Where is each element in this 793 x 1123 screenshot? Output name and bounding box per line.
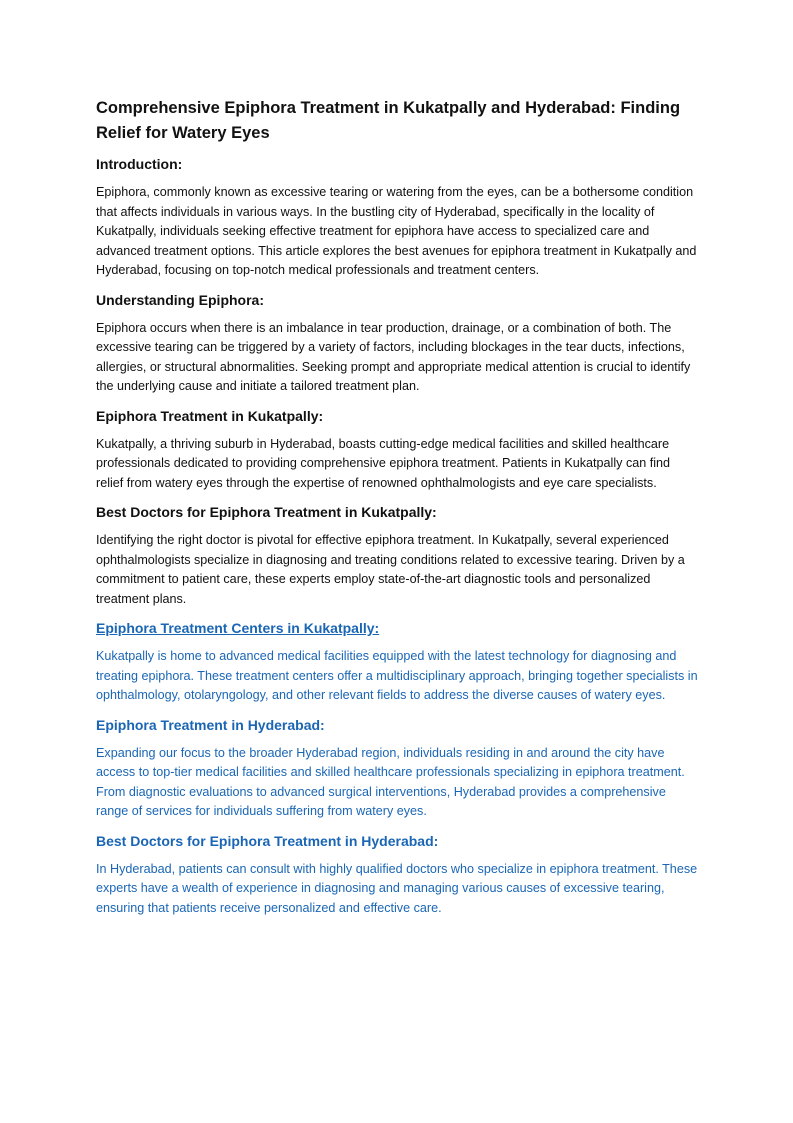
section-heading-understanding: Understanding Epiphora: <box>96 291 264 308</box>
section-doctors-kukatpally <box>96 502 700 609</box>
section-doctors-hyderabad <box>96 831 700 919</box>
section-heading-treatment-kukatpally: Epiphora Treatment in Kukatpally: <box>96 407 324 424</box>
section-treatment-hyderabad <box>96 715 700 822</box>
section-heading-doctors-kukatpally: Best Doctors for Epiphora Treatment in Kukatpally: <box>96 504 437 520</box>
link-heading-centers-kukatpally[interactable]: Epiphora Treatment Centers in Kukatpally: <box>96 620 380 636</box>
section-treatment-kukatpally <box>96 406 700 494</box>
section-body-treatment-hyderabad: Expanding our focus to the broader Hyderabad region, individuals residing in and around the city have access to top-tier medical facilities and skilled healthcare professionals specializing in epiphora treatment. From diagnostic evaluations to advanced surgical interventions, Hyderabad provides a comprehensive range of services for individuals suffering from watery eyes. <box>96 745 685 818</box>
section-heading-doctors-hyderabad: Best Doctors for Epiphora Treatment in Hyderabad: <box>96 832 439 849</box>
section-heading-treatment-hyderabad: Epiphora Treatment in Hyderabad: <box>96 716 325 733</box>
document-title: Comprehensive Epiphora Treatment in Kukatpally and Hyderabad: Finding Relief for Watery Eyes <box>96 99 681 142</box>
section-body-understanding: Epiphora occurs when there is an imbalance in tear production, drainage, or a combination of both. The excessive tearing can be triggered by a variety of factors, including blockages in the tear ducts, infections, allergies, or structural abnormalities. Seeking prompt and appropriate medical attention is crucial to identify the underlying cause and initiate a tailored treatment plan. <box>96 320 691 393</box>
section-body-introduction: Epiphora, commonly known as excessive tearing or watering from the eyes, can be a bothersome condition that affects individuals in various ways. In the bustling city of Hyderabad, specifically in the locality of Kukatpally, individuals seeking effective treatment for epiphora have access to specialized care and advanced treatment options. This article explores the best avenues for epiphora treatment in Kukatpally and Hyderabad, focusing on top-notch medical professionals and treatment centers. <box>96 185 697 277</box>
section-body-treatment-kukatpally: Kukatpally, a thriving suburb in Hyderabad, boasts cutting-edge medical facilities and skilled healthcare professionals dedicated to providing comprehensive epiphora treatment. Patients in Kukatpally can find relief from watery eyes through the expertise of renowned ophthalmologists and eye care specialists. <box>96 436 671 490</box>
section-body-doctors-hyderabad: In Hyderabad, patients can consult with highly qualified doctors who specialize in epiphora treatment. These experts have a wealth of experience in diagnosing and managing various causes of excessive tearing, ensuring that patients receive personalized and effective care. <box>96 861 698 915</box>
section-introduction <box>96 154 700 281</box>
section-body-doctors-kukatpally: Identifying the right doctor is pivotal for effective epiphora treatment. In Kukatpally, several experienced ophthalmologists specialize in diagnosing and treating conditions related to excessive tearing. Driven by a commitment to patient care, these experts employ state-of-the-art diagnostic tools and personalized treatment plans. <box>96 533 685 606</box>
section-centers-kukatpally <box>96 618 700 706</box>
section-understanding <box>96 290 700 397</box>
document-page <box>96 96 700 927</box>
section-heading-introduction: Introduction: <box>96 156 183 172</box>
section-body-centers-kukatpally: Kukatpally is home to advanced medical facilities equipped with the latest technology for diagnosing and treating epiphora. These treatment centers offer a multidisciplinary approach, bringing together specialists in ophthalmology, otolaryngology, and other relevant fields to address the diverse causes of watery eyes. <box>96 649 698 702</box>
